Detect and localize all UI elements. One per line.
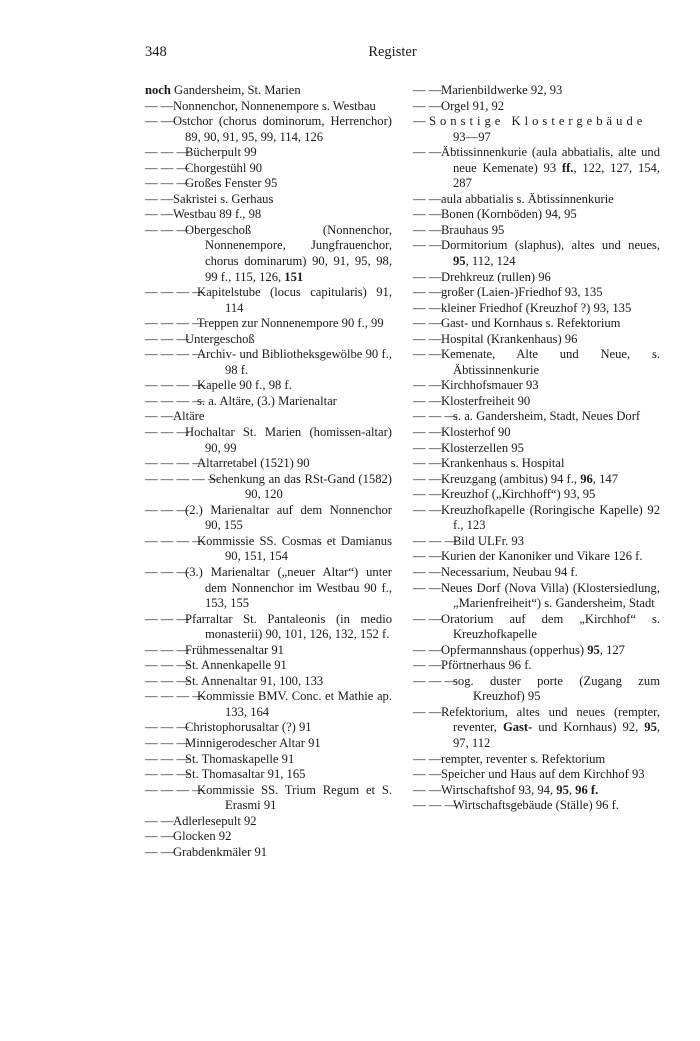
entry-text: rempter, reventer s. Refektorium — [441, 751, 606, 766]
entry-text: Oratorium auf dem „Kirchhof“ s. Kreuzhofkapelle — [441, 611, 660, 642]
entry-text: Wirtschaftsgebäude (Ställe) 96 f. — [453, 798, 619, 813]
entry-dashes: — — — [413, 580, 442, 595]
entry-dashes: — — — — [145, 176, 190, 191]
index-entry — [145, 347, 392, 378]
running-head: Register — [368, 44, 417, 60]
entry-text: Großes Fenster 95 — [185, 176, 278, 191]
entry-dashes: — — — [413, 316, 442, 331]
entry-text: Westbau 89 f., 98 — [173, 207, 262, 222]
entry-text: Wirtschaftshof 93, 94, 95, 96 f. — [441, 782, 599, 797]
entry-text: Untergeschoß — [185, 331, 255, 346]
entry-dashes: — — — [145, 207, 174, 222]
index-entry — [413, 487, 660, 503]
entry-text: Bücherpult 99 — [185, 145, 257, 160]
index-entry — [145, 332, 392, 348]
entry-dashes: — — — — [145, 145, 190, 160]
entry-text: Kurien der Kanoniker und Vikare 126 f. — [441, 549, 643, 564]
entry-dashes: — — — [413, 347, 442, 362]
index-entry — [145, 845, 392, 861]
entry-text: Klosterfreiheit 90 — [441, 393, 531, 408]
entry-dashes: — — — [413, 456, 442, 471]
entry-dashes: — — — — — [145, 689, 205, 704]
entry-dashes: — — — [413, 83, 442, 97]
index-entry — [145, 99, 392, 115]
index-entry — [145, 409, 392, 425]
entry-text: kleiner Friedhof (Kreuzhof ?) 93, 135 — [441, 300, 632, 315]
index-entry — [413, 674, 660, 705]
entry-dashes: — — — [413, 145, 442, 160]
entry-text: s. a. Altäre, (3.) Marienaltar — [197, 393, 337, 408]
index-entry — [413, 798, 660, 814]
entry-dashes: — — — — — [145, 378, 205, 393]
entry-text: Kommissie SS. Cosmas et Damianus 90, 151, 154 — [197, 533, 392, 564]
entry-text: Hospital (Krankenhaus) 96 — [441, 331, 578, 346]
index-entry — [413, 409, 660, 425]
entry-dashes: — — — — [145, 642, 190, 657]
index-entry — [413, 301, 660, 317]
entry-dashes: — — — [413, 191, 442, 206]
entry-text: Treppen zur Nonnenempore 90 f., 99 — [197, 316, 384, 331]
entry-dashes: — — — — — [145, 456, 205, 471]
index-entry — [413, 658, 660, 674]
entry-text: Christophorusaltar (?) 91 — [185, 720, 312, 735]
entry-dashes: — — [413, 114, 426, 129]
index-entry — [145, 207, 392, 223]
index-entry — [145, 394, 392, 410]
entry-text: Bild ULFr. 93 — [453, 533, 525, 548]
entry-text: Kapitelstube (locus capitularis) 91, 114 — [197, 285, 392, 315]
index-entry — [145, 720, 392, 736]
index-entry — [413, 503, 660, 534]
index-entry — [413, 270, 660, 286]
entry-text: s. a. Gandersheim, Stadt, Neues Dorf — [453, 409, 641, 424]
entry-text: Pfarraltar St. Pantaleonis (in medio monasterii) 90, 101, 126, 132, 152 f. — [185, 611, 392, 642]
entry-dashes: — — — [413, 378, 442, 393]
entry-text: Drehkreuz (rullen) 96 — [441, 269, 551, 284]
entry-text: Altäre — [173, 409, 205, 424]
entry-text: Frühmessenaltar 91 — [185, 642, 284, 657]
entry-text: Kommissie BMV. Conc. et Mathie ap. 133, 164 — [197, 689, 392, 719]
entry-dashes: — — — [413, 269, 442, 284]
index-entry — [413, 612, 660, 643]
index-entry — [413, 99, 660, 115]
entry-text: St. Thomaskapelle 91 — [185, 751, 295, 766]
entry-dashes: — — — [413, 300, 442, 315]
entry-text: Kapelle 90 f., 98 f. — [197, 378, 292, 393]
entry-text: Minnigerodescher Altar 91 — [185, 735, 321, 750]
index-entry — [145, 114, 392, 145]
entry-dashes: — — — — [413, 409, 458, 424]
entry-text: Klosterhof 90 — [441, 425, 511, 440]
index-entry — [413, 752, 660, 768]
entry-text: Sakristei s. Gerhaus — [173, 191, 274, 206]
entry-text: sog. duster porte (Zugang zum Kreuzhof) 95 — [453, 673, 660, 704]
entry-dashes: — — — — — [145, 533, 205, 548]
entry-text: Marienbildwerke 92, 93 — [441, 83, 563, 97]
entry-dashes: — — — — — [145, 347, 205, 362]
index-entry — [413, 394, 660, 410]
index-entry — [413, 378, 660, 394]
entry-dashes: — — — [413, 285, 442, 300]
entry-text: Kreuzhofkapelle (Roringische Kapelle) 92 f., 123 — [441, 502, 660, 533]
index-entry — [413, 643, 660, 659]
entry-dashes: — — — [413, 331, 442, 346]
index-entry — [413, 316, 660, 332]
entry-dashes: — — — — [145, 751, 190, 766]
index-entry — [145, 643, 392, 659]
entry-dashes: — — — — [145, 767, 190, 782]
entry-text: St. Annenaltar 91, 100, 133 — [185, 673, 324, 688]
index-entry — [145, 223, 392, 285]
entry-dashes: — — — [413, 642, 442, 657]
entry-text: Pförtnerhaus 96 f. — [441, 658, 532, 673]
entry-text: noch Gandersheim, St. Marien — [145, 83, 301, 97]
index-entry — [145, 658, 392, 674]
entry-dashes: — — — [413, 393, 442, 408]
index-column-right — [413, 83, 660, 814]
entry-dashes: — — — [413, 782, 442, 797]
entry-dashes: — — — — — [145, 316, 205, 331]
index-entry — [413, 783, 660, 799]
entry-dashes: — — — [413, 440, 442, 455]
entry-text: Ostchor (chorus dominorum, Herrenchor) 89, 90, 91, 95, 99, 114, 126 — [173, 114, 392, 144]
entry-text: Bonen (Kornböden) 94, 95 — [441, 207, 577, 222]
entry-text: Schenkung an das RSt-Gand (1582) 90, 120 — [209, 471, 392, 502]
entry-text: Krankenhaus s. Hospital — [441, 456, 565, 471]
entry-text: St. Thomasaltar 91, 165 — [185, 767, 306, 782]
entry-dashes: — — — [145, 191, 174, 206]
entry-dashes: — — — — [413, 533, 458, 548]
entry-text: Altarretabel (1521) 90 — [197, 456, 310, 471]
entry-dashes: — — — [413, 471, 442, 486]
entry-text: Kreuzhof („Kirchhoff“) 93, 95 — [441, 487, 596, 502]
entry-text: Opfermannshaus (opperhus) 95, 127 — [441, 642, 625, 657]
entry-dashes: — — — — [145, 658, 190, 673]
index-entry — [413, 534, 660, 550]
index-entry — [145, 612, 392, 643]
index-entry — [413, 332, 660, 348]
index-entry — [413, 472, 660, 488]
entry-dashes: — — — [413, 98, 442, 113]
entry-text: aula abbatialis s. Äbtissinnenkurie — [441, 191, 614, 206]
entry-text: Gast- und Kornhaus s. Refektorium — [441, 316, 621, 331]
index-entry — [145, 736, 392, 752]
entry-text: Chorgestühl 90 — [185, 160, 263, 175]
index-entry — [145, 829, 392, 845]
index-entry — [145, 316, 392, 332]
entry-dashes: — — — [413, 658, 442, 673]
entry-dashes: — — — [145, 409, 174, 424]
entry-dashes: — — — [413, 502, 442, 517]
entry-dashes: — — — — [145, 720, 190, 735]
entry-text: Sonstige Klostergebäude 93—97 — [429, 114, 647, 144]
entry-dashes: — — — [413, 611, 442, 626]
entry-text: Klosterzellen 95 — [441, 440, 524, 455]
entry-dashes: — — — [413, 549, 442, 564]
entry-text: Orgel 91, 92 — [441, 98, 505, 113]
index-entry — [413, 705, 660, 752]
index-entry — [145, 425, 392, 456]
entry-dashes: — — — [413, 487, 442, 502]
entry-dashes: — — — — [413, 798, 458, 813]
entry-dashes: — — — [413, 238, 442, 253]
index-entry — [145, 161, 392, 177]
index-entry — [413, 347, 660, 378]
entry-dashes: — — — — [145, 673, 190, 688]
entry-text: St. Annenkapelle 91 — [185, 658, 287, 673]
index-entry — [413, 456, 660, 472]
entry-dashes: — — — [413, 751, 442, 766]
entry-dashes: — — — — — [145, 393, 205, 408]
entry-text: Nonnenchor, Nonnenempore s. Westbau — [173, 98, 376, 113]
entry-text: Obergeschoß (Nonnenchor, Nonnenempore, Jungfrauenchor, chorus dominarum) 90, 91, 95, 98, 99 f., 115, 126, 151 — [185, 222, 392, 284]
entry-dashes: — — — [413, 564, 442, 579]
index-entry — [413, 549, 660, 565]
index-entry — [145, 689, 392, 720]
entry-text: Necessarium, Neubau 94 f. — [441, 564, 578, 579]
entry-text: Kreuzgang (ambitus) 94 f., 96, 147 — [441, 471, 618, 486]
index-entry — [413, 441, 660, 457]
index-entry — [413, 207, 660, 223]
entry-text: Äbtissinnenkurie (aula abbatialis, alte und neue Kemenate) 93 ff., 122, 127, 154, 287 — [441, 145, 660, 191]
entry-dashes: — — — [413, 704, 442, 719]
index-entry — [145, 192, 392, 208]
entry-dashes: — — — — — [145, 285, 205, 300]
index-entry — [413, 223, 660, 239]
index-entry — [413, 192, 660, 208]
entry-dashes: — — — [145, 813, 174, 828]
entry-text: (3.) Marienaltar („neuer Altar“) unter dem Nonnenchor im Westbau 90 f., 153, 155 — [185, 564, 392, 611]
entry-dashes: — — — [413, 425, 442, 440]
index-entry — [413, 83, 660, 99]
entry-dashes: — — — — — — [145, 471, 221, 486]
entry-dashes: — — — — — [145, 782, 205, 797]
index-entry — [145, 83, 392, 99]
entry-text: Speicher und Haus auf dem Kirchhof 93 — [441, 767, 645, 782]
page-number: 348 — [145, 44, 167, 60]
index-entry — [145, 378, 392, 394]
entry-text: Kommissie SS. Trium Regum et S. Erasmi 91 — [197, 782, 392, 813]
entry-dashes: — — — — [145, 222, 190, 237]
index-column-left — [145, 83, 392, 860]
entry-dashes: — — — — [145, 502, 190, 517]
index-entry — [413, 114, 660, 145]
index-entry — [145, 145, 392, 161]
entry-text: Dormitorium (slaphus), altes und neues, 95, 112, 124 — [441, 238, 660, 269]
index-entry — [413, 285, 660, 301]
entry-dashes: — — — [413, 207, 442, 222]
index-entry — [145, 456, 392, 472]
index-entry — [413, 425, 660, 441]
index-entry — [145, 814, 392, 830]
index-entry — [145, 503, 392, 534]
entry-dashes: — — — — [413, 673, 458, 688]
index-entry — [145, 534, 392, 565]
index-entry — [145, 783, 392, 814]
index-entry — [413, 565, 660, 581]
entry-dashes: — — — [145, 844, 174, 859]
index-entry — [145, 752, 392, 768]
entry-dashes: — — — — [145, 425, 190, 440]
index-entry — [145, 674, 392, 690]
entry-text: Kirchhofsmauer 93 — [441, 378, 539, 393]
index-entry — [145, 472, 392, 503]
index-entry — [413, 767, 660, 783]
index-entry — [413, 145, 660, 192]
index-entry — [413, 238, 660, 269]
entry-text: (2.) Marienaltar auf dem Nonnenchor 90, 155 — [185, 502, 392, 533]
index-entry — [145, 285, 392, 316]
entry-text: Glocken 92 — [173, 829, 232, 844]
entry-dashes: — — — — [145, 160, 190, 175]
index-entry — [145, 565, 392, 612]
entry-dashes: — — — [145, 114, 174, 129]
entry-dashes: — — — [145, 98, 174, 113]
entry-text: Archiv- und Bibliotheksgewölbe 90 f., 98 f. — [197, 347, 392, 377]
entry-dashes: — — — [413, 767, 442, 782]
entry-dashes: — — — — [145, 735, 190, 750]
entry-text: Neues Dorf (Nova Villa) (Klostersiedlung, „Marienfreiheit“) s. Gandersheim, Stadt — [441, 580, 660, 611]
entry-text: Refektorium, altes und neues (rempter, reventer, Gast- und Kornhaus) 92, 95, 97, 112 — [441, 704, 661, 750]
entry-text: Adlerlesepult 92 — [173, 813, 257, 828]
entry-text: Brauhaus 95 — [441, 222, 505, 237]
index-entry — [145, 767, 392, 783]
entry-text: Kemenate, Alte und Neue, s. Äbtissinnenkurie — [441, 347, 660, 377]
entry-text: Grabdenkmäler 91 — [173, 844, 268, 859]
entry-dashes: — — — — [145, 611, 190, 626]
entry-dashes: — — — [145, 829, 174, 844]
entry-dashes: — — — — [145, 564, 190, 579]
index-entry — [145, 176, 392, 192]
entry-dashes: — — — [413, 222, 442, 237]
entry-text: Hochaltar St. Marien (homissen-altar) 90, 99 — [185, 425, 392, 455]
index-entry — [413, 581, 660, 612]
entry-text: großer (Laien-)Friedhof 93, 135 — [441, 285, 603, 300]
entry-dashes: — — — — [145, 331, 190, 346]
